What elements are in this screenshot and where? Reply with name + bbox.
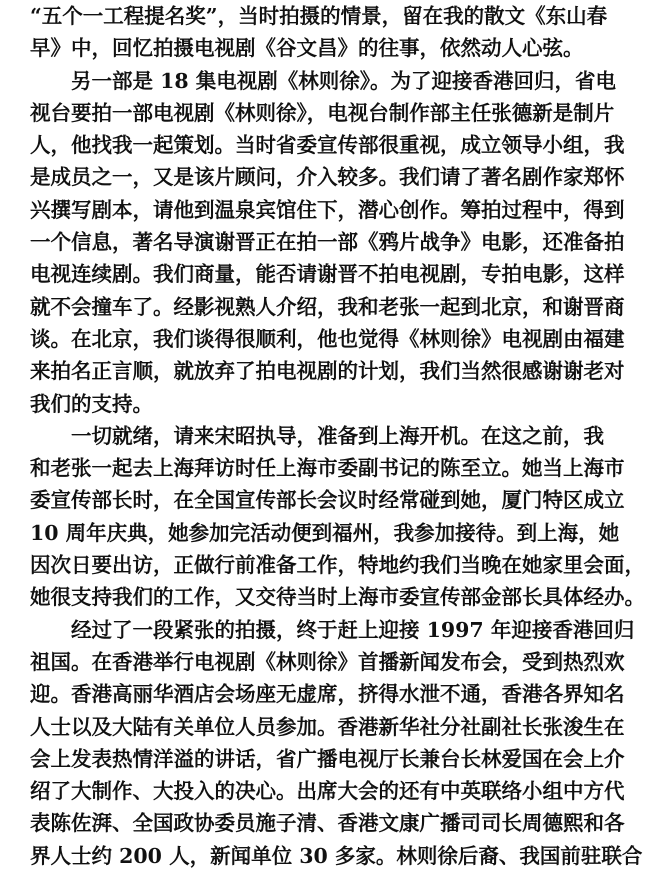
text-line: 会上发表热情洋溢的讲话，省广播电视厅长兼台长林爱国在会上介 [30, 746, 625, 771]
document-page [30, 0, 645, 872]
text-line: 谈。在北京，我们谈得很顺利，他也觉得《林则徐》电视剧由福建 [30, 326, 625, 351]
text-line: 人，他找我一起策划。当时省委宣传部很重视，成立领导小组，我 [30, 133, 625, 158]
text-line: 另一部是 18 集电视剧《林则徐》。为了迎接香港回归，省电 [30, 68, 617, 93]
text-line: 委宣传部长时，在全国宣传部长会议时经常碰到她，厦门特区成立 [30, 488, 625, 513]
text-line: 和老张一起去上海拜访时任上海市委副书记的陈至立。她当上海市 [30, 456, 625, 481]
text-line: 表陈佐湃、全国政协委员施子清、香港文康广播司司长周德熙和各 [30, 811, 625, 836]
text-line: 早》中，回忆拍摄电视剧《谷文昌》的往事，依然动人心弦。 [30, 36, 584, 61]
text-line: 她很支持我们的工作，又交待当时上海市委宣传部金部长具体经办。 [30, 585, 645, 610]
text-line: 人士以及大陆有关单位人员参加。香港新华社分社副社长张浚生在 [30, 714, 625, 739]
text-line: 经过了一段紧张的拍摄，终于赶上迎接 1997 年迎接香港回归 [30, 617, 635, 642]
text-line: 一个信息，著名导演谢晋正在拍一部《鸦片战争》电影，还准备拍 [30, 230, 625, 255]
text-line: 祖国。在香港举行电视剧《林则徐》首播新闻发布会，受到热烈欢 [30, 649, 625, 674]
text-line: 来拍名正言顺，就放弃了拍电视剧的计划，我们当然很感谢谢老对 [30, 359, 625, 384]
text-line: 兴撰写剧本，请他到温泉宾馆住下，潜心创作。筹拍过程中，得到 [30, 197, 625, 222]
text-line: 界人士约 200 人，新闻单位 30 多家。林则徐后裔、我国前驻联合 [30, 843, 643, 868]
paragraph-4 [30, 614, 643, 872]
paragraph-2 [30, 65, 625, 420]
text-line: 是成员之一，又是该片顾问，介入较多。我们请了著名剧作家郑怀 [30, 165, 625, 190]
text-line: 我们的支持。 [30, 391, 153, 416]
paragraph-1 [30, 0, 608, 65]
text-line: 电视连续剧。我们商量，能否请谢晋不拍电视剧，专拍电影，这样 [30, 262, 625, 287]
text-line: 就不会撞车了。经影视熟人介绍，我和老张一起到北京，和谢晋商 [30, 294, 625, 319]
text-line: 10 周年庆典，她参加完活动便到福州，我参加接待。到上海，她 [30, 520, 620, 545]
text-line: 迎。香港高丽华酒店会场座无虚席，挤得水泄不通，香港各界知名 [30, 682, 625, 707]
text-line: 视台要拍一部电视剧《林则徐》，电视台制作部主任张德新是制片 [30, 100, 615, 125]
text-line: 因次日要出访，正做行前准备工作，特地约我们当晚在她家里会面， [30, 553, 645, 578]
text-line: 一切就绪，请来宋昭执导，准备到上海开机。在这之前，我 [30, 423, 604, 448]
text-line: 绍了大制作、大投入的决心。出席大会的还有中英联络小组中方代 [30, 779, 625, 804]
text-line: “五个一工程提名奖”，当时拍摄的情景，留在我的散文《东山春 [30, 4, 608, 28]
paragraph-3 [30, 420, 645, 614]
